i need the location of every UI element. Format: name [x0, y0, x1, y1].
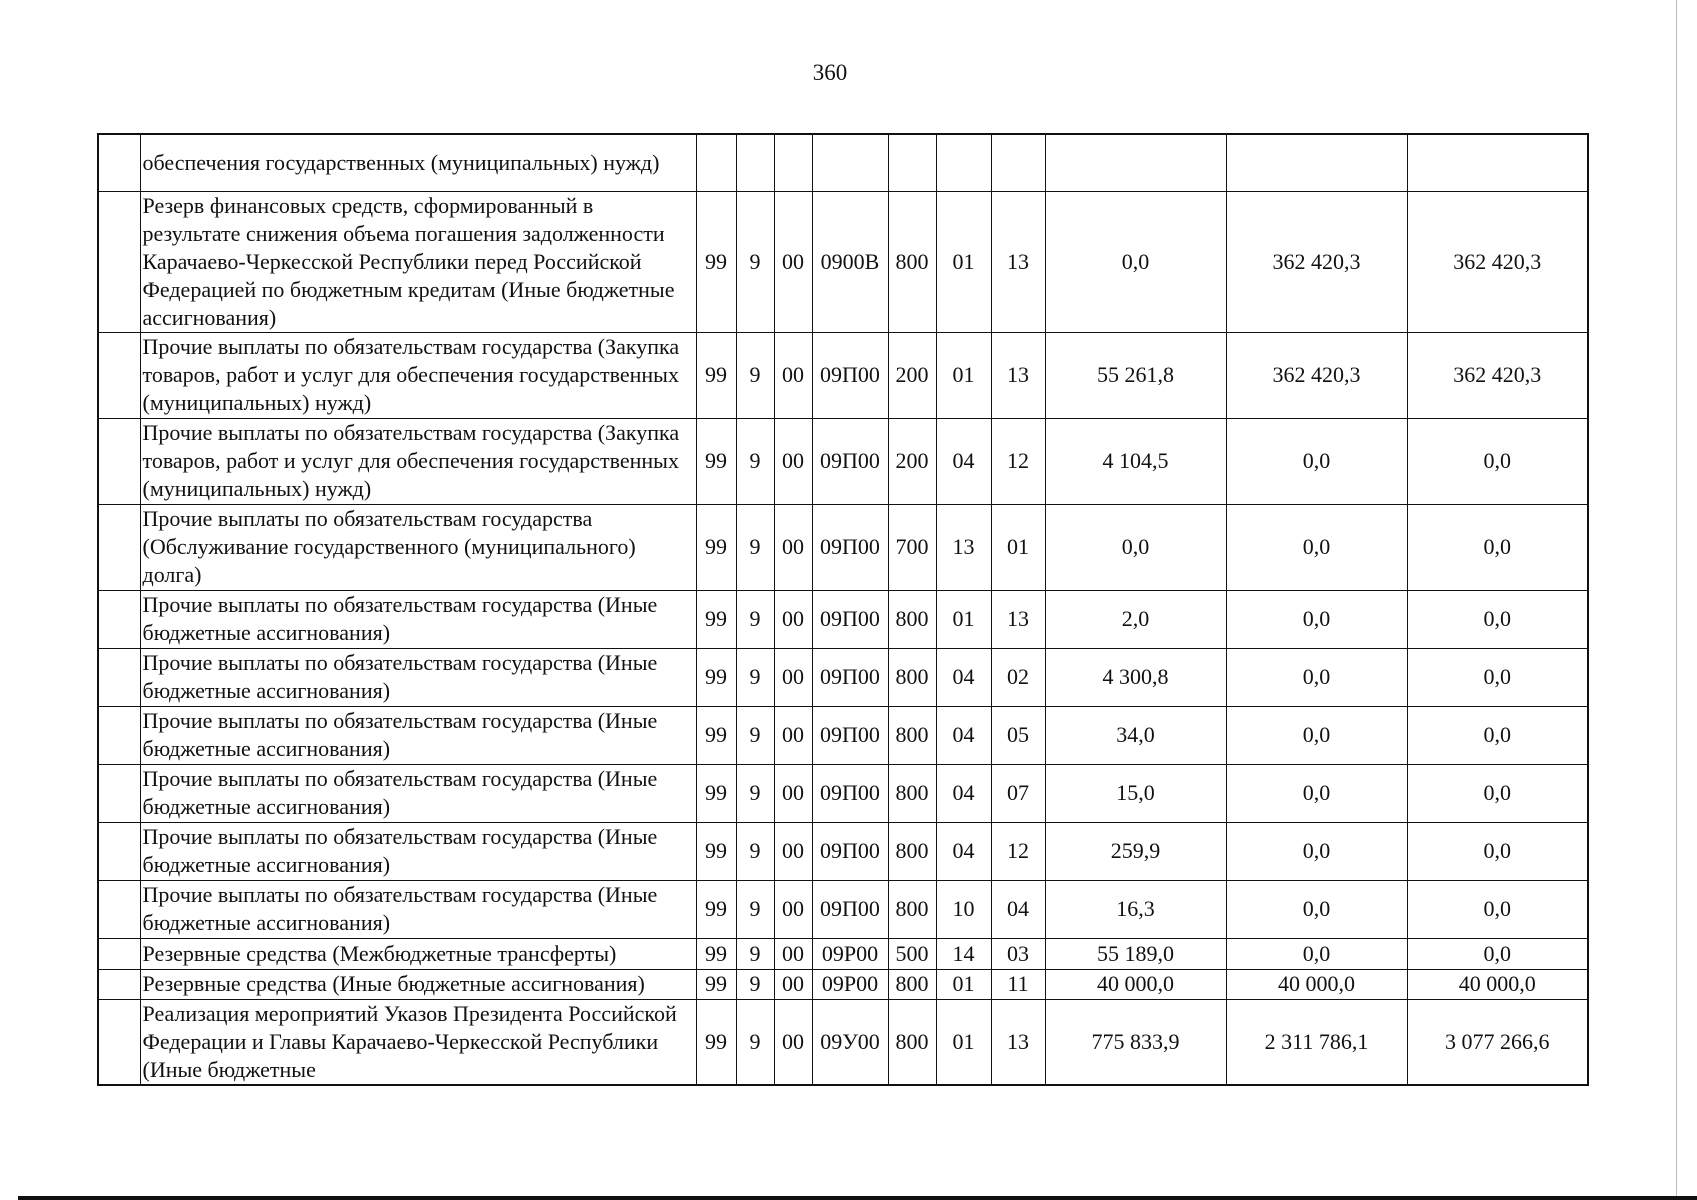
amount-cell: 3 077 266,6	[1407, 999, 1588, 1085]
amount-cell: 0,0	[1226, 880, 1407, 938]
description-cell: Резервные средства (Иные бюджетные ассигнования)	[140, 969, 696, 999]
table-row	[98, 134, 1588, 191]
code-cell: 13	[991, 191, 1045, 332]
code-cell: 09У00	[812, 999, 888, 1085]
description-cell: Прочие выплаты по обязательствам государства (Иные бюджетные ассигнования)	[140, 706, 696, 764]
code-cell: 01	[936, 332, 991, 418]
code-cell: 00	[774, 191, 812, 332]
code-cell: 00	[774, 706, 812, 764]
row-marker-cell	[98, 191, 140, 332]
table-row	[98, 648, 1588, 706]
code-cell: 09П00	[812, 648, 888, 706]
code-cell: 09П00	[812, 590, 888, 648]
row-marker-cell	[98, 134, 140, 191]
code-cell: 00	[774, 969, 812, 999]
code-cell: 13	[991, 332, 1045, 418]
table-row	[98, 969, 1588, 999]
code-cell: 01	[936, 590, 991, 648]
code-cell: 13	[936, 504, 991, 590]
amount-cell: 4 300,8	[1045, 648, 1226, 706]
amount-cell: 0,0	[1226, 764, 1407, 822]
amount-cell: 2 311 786,1	[1226, 999, 1407, 1085]
code-cell: 01	[936, 969, 991, 999]
code-cell: 09П00	[812, 418, 888, 504]
description-cell: Прочие выплаты по обязательствам государства (Иные бюджетные ассигнования)	[140, 880, 696, 938]
code-cell: 800	[888, 648, 936, 706]
scan-bottom-edge	[18, 1196, 1697, 1200]
row-marker-cell	[98, 590, 140, 648]
code-cell: 800	[888, 764, 936, 822]
code-cell: 12	[991, 822, 1045, 880]
code-cell: 00	[774, 822, 812, 880]
amount-cell: 2,0	[1045, 590, 1226, 648]
code-cell: 99	[696, 822, 736, 880]
code-cell: 9	[736, 191, 774, 332]
code-cell: 9	[736, 938, 774, 969]
code-cell: 0900В	[812, 191, 888, 332]
code-cell: 800	[888, 822, 936, 880]
code-cell: 9	[736, 504, 774, 590]
code-cell: 99	[696, 880, 736, 938]
table-row	[98, 938, 1588, 969]
row-marker-cell	[98, 969, 140, 999]
code-cell: 9	[736, 648, 774, 706]
code-cell	[888, 134, 936, 191]
amount-cell: 15,0	[1045, 764, 1226, 822]
code-cell: 9	[736, 332, 774, 418]
table-row	[98, 764, 1588, 822]
table-row	[98, 880, 1588, 938]
code-cell: 99	[696, 969, 736, 999]
row-marker-cell	[98, 880, 140, 938]
row-marker-cell	[98, 999, 140, 1085]
code-cell: 00	[774, 418, 812, 504]
code-cell: 04	[991, 880, 1045, 938]
code-cell: 99	[696, 706, 736, 764]
row-marker-cell	[98, 764, 140, 822]
row-marker-cell	[98, 504, 140, 590]
table-row	[98, 418, 1588, 504]
code-cell: 14	[936, 938, 991, 969]
code-cell: 9	[736, 418, 774, 504]
code-cell: 09П00	[812, 822, 888, 880]
code-cell: 09П00	[812, 764, 888, 822]
code-cell: 00	[774, 938, 812, 969]
page-number: 360	[812, 60, 848, 85]
code-cell: 99	[696, 764, 736, 822]
code-cell: 09П00	[812, 706, 888, 764]
code-cell: 9	[736, 999, 774, 1085]
code-cell: 01	[991, 504, 1045, 590]
code-cell: 99	[696, 590, 736, 648]
scan-edge-line	[1676, 0, 1677, 1200]
code-cell: 00	[774, 648, 812, 706]
code-cell	[991, 134, 1045, 191]
row-marker-cell	[98, 648, 140, 706]
code-cell: 04	[936, 822, 991, 880]
description-cell: Прочие выплаты по обязательствам государства (Иные бюджетные ассигнования)	[140, 590, 696, 648]
row-marker-cell	[98, 938, 140, 969]
row-marker-cell	[98, 418, 140, 504]
amount-cell: 0,0	[1226, 418, 1407, 504]
amount-cell: 55 189,0	[1045, 938, 1226, 969]
amount-cell: 0,0	[1407, 822, 1588, 880]
code-cell: 01	[936, 999, 991, 1085]
code-cell	[696, 134, 736, 191]
amount-cell: 0,0	[1226, 590, 1407, 648]
description-cell: Прочие выплаты по обязательствам государства (Иные бюджетные ассигнования)	[140, 822, 696, 880]
row-marker-cell	[98, 822, 140, 880]
code-cell: 09Р00	[812, 938, 888, 969]
code-cell: 99	[696, 938, 736, 969]
code-cell: 9	[736, 822, 774, 880]
table-row	[98, 706, 1588, 764]
description-cell: Реализация мероприятий Указов Президента Российской Федерации и Главы Карачаево-Черкесской Республики (Иные бюджетные	[140, 999, 696, 1085]
code-cell: 12	[991, 418, 1045, 504]
code-cell: 99	[696, 191, 736, 332]
amount-cell: 40 000,0	[1226, 969, 1407, 999]
code-cell: 05	[991, 706, 1045, 764]
code-cell: 500	[888, 938, 936, 969]
amount-cell	[1407, 134, 1588, 191]
code-cell: 04	[936, 764, 991, 822]
code-cell: 00	[774, 999, 812, 1085]
code-cell: 01	[936, 191, 991, 332]
code-cell: 00	[774, 504, 812, 590]
amount-cell: 259,9	[1045, 822, 1226, 880]
description-cell: Прочие выплаты по обязательствам государства (Иные бюджетные ассигнования)	[140, 764, 696, 822]
code-cell	[812, 134, 888, 191]
amount-cell: 4 104,5	[1045, 418, 1226, 504]
code-cell: 00	[774, 764, 812, 822]
code-cell: 99	[696, 648, 736, 706]
amount-cell: 0,0	[1226, 938, 1407, 969]
table-row	[98, 590, 1588, 648]
amount-cell: 0,0	[1407, 880, 1588, 938]
code-cell: 09Р00	[812, 969, 888, 999]
amount-cell: 34,0	[1045, 706, 1226, 764]
code-cell: 800	[888, 706, 936, 764]
table-row	[98, 504, 1588, 590]
code-cell: 99	[696, 504, 736, 590]
amount-cell: 0,0	[1407, 706, 1588, 764]
amount-cell: 0,0	[1226, 706, 1407, 764]
code-cell: 800	[888, 191, 936, 332]
description-cell: Прочие выплаты по обязательствам государства (Обслуживание государственного (муниципального) долга)	[140, 504, 696, 590]
amount-cell: 40 000,0	[1407, 969, 1588, 999]
code-cell: 09П00	[812, 504, 888, 590]
code-cell	[936, 134, 991, 191]
amount-cell: 775 833,9	[1045, 999, 1226, 1085]
table-row	[98, 822, 1588, 880]
code-cell: 04	[936, 648, 991, 706]
code-cell: 9	[736, 969, 774, 999]
code-cell	[774, 134, 812, 191]
code-cell: 9	[736, 880, 774, 938]
code-cell: 00	[774, 332, 812, 418]
amount-cell: 0,0	[1045, 191, 1226, 332]
description-cell: Прочие выплаты по обязательствам государства (Закупка товаров, работ и услуг для обеспечения государственных (муниципальных) нужд)	[140, 418, 696, 504]
table-row	[98, 191, 1588, 332]
code-cell: 09П00	[812, 332, 888, 418]
amount-cell: 16,3	[1045, 880, 1226, 938]
code-cell: 9	[736, 764, 774, 822]
table-row	[98, 999, 1588, 1085]
code-cell: 09П00	[812, 880, 888, 938]
code-cell: 800	[888, 590, 936, 648]
code-cell: 02	[991, 648, 1045, 706]
description-cell: Прочие выплаты по обязательствам государства (Закупка товаров, работ и услуг для обеспечения государственных (муниципальных) нужд)	[140, 332, 696, 418]
code-cell: 9	[736, 706, 774, 764]
code-cell: 10	[936, 880, 991, 938]
amount-cell: 0,0	[1226, 648, 1407, 706]
amount-cell: 0,0	[1045, 504, 1226, 590]
amount-cell: 362 420,3	[1226, 332, 1407, 418]
code-cell: 00	[774, 590, 812, 648]
row-marker-cell	[98, 706, 140, 764]
amount-cell	[1226, 134, 1407, 191]
code-cell: 9	[736, 590, 774, 648]
budget-table	[97, 133, 1589, 1086]
amount-cell: 55 261,8	[1045, 332, 1226, 418]
amount-cell: 0,0	[1226, 822, 1407, 880]
code-cell: 11	[991, 969, 1045, 999]
code-cell: 13	[991, 590, 1045, 648]
description-cell: Резерв финансовых средств, сформированный в результате снижения объема погашения задолженности Карачаево-Черкесской Республики перед Российской Федерацией по бюджетным кредитам (Иные бюджетные ассигнования)	[140, 191, 696, 332]
code-cell: 200	[888, 332, 936, 418]
amount-cell: 0,0	[1226, 504, 1407, 590]
amount-cell: 362 420,3	[1407, 332, 1588, 418]
code-cell: 04	[936, 418, 991, 504]
code-cell	[736, 134, 774, 191]
amount-cell: 0,0	[1407, 764, 1588, 822]
code-cell: 07	[991, 764, 1045, 822]
code-cell: 03	[991, 938, 1045, 969]
amount-cell: 40 000,0	[1045, 969, 1226, 999]
code-cell: 99	[696, 999, 736, 1085]
code-cell: 99	[696, 418, 736, 504]
description-cell: Резервные средства (Межбюджетные трансферты)	[140, 938, 696, 969]
code-cell: 99	[696, 332, 736, 418]
amount-cell: 0,0	[1407, 504, 1588, 590]
amount-cell: 0,0	[1407, 938, 1588, 969]
amount-cell: 362 420,3	[1407, 191, 1588, 332]
code-cell: 800	[888, 880, 936, 938]
amount-cell: 0,0	[1407, 590, 1588, 648]
code-cell: 200	[888, 418, 936, 504]
row-marker-cell	[98, 332, 140, 418]
amount-cell	[1045, 134, 1226, 191]
code-cell: 00	[774, 880, 812, 938]
description-cell: Прочие выплаты по обязательствам государства (Иные бюджетные ассигнования)	[140, 648, 696, 706]
amount-cell: 0,0	[1407, 648, 1588, 706]
code-cell: 800	[888, 999, 936, 1085]
description-cell: обеспечения государственных (муниципальных) нужд)	[140, 134, 696, 191]
table-row	[98, 332, 1588, 418]
amount-cell: 0,0	[1407, 418, 1588, 504]
code-cell: 13	[991, 999, 1045, 1085]
amount-cell: 362 420,3	[1226, 191, 1407, 332]
code-cell: 04	[936, 706, 991, 764]
code-cell: 700	[888, 504, 936, 590]
code-cell: 800	[888, 969, 936, 999]
